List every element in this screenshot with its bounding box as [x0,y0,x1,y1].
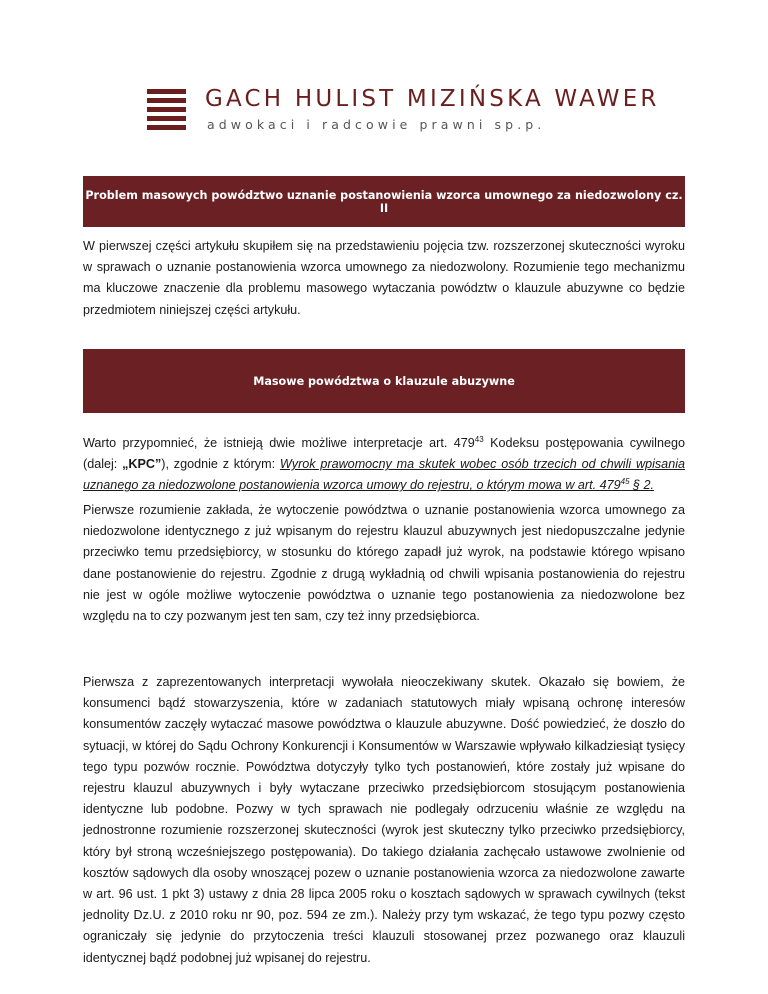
body-paragraph: Pierwsze rozumienie zakłada, że wytoczenie powództwa o uznanie postanowienia wzorca umownego za niedozwolone identycznego z już wpisanym do rejestru klauzul abuzywnych jest niedopuszczalne jedynie przeciwko temu przedsiębiorcy, w stosunku do którego zapadł już wyrok, na podstawie którego wpisano dane postanowienie do rejestru. Zgodnie z drugą wykładnią od chwili wpisania postanowienia do rejestru nie jest w ogóle możliwe wytoczenie powództwa o uznanie tego postanowienia za niedozwolone bez względu na to czy pozwanym jest ten sam, czy też inny przedsiębiorca. [83,503,685,624]
quote-text: § 2. [629,478,655,493]
section-title-banner [83,349,685,413]
body-paragraph: Pierwsza z zaprezentowanych interpretacji wywołała nieoczekiwany skutek. Okazało się bowiem, że konsumenci bądź stowarzyszenia, które w zadaniach statutowych miały wpisaną ochronę interesów konsumentów zaczęły wytaczać masowe powództwa o klauzule abuzywne. Dość powiedzieć, że doszło do sytuacji, w której do Sądu Ochrony Konkurencji i Konsumentów w Warszawie wpływało kilkadziesiąt tysięcy tego typu pozwów rocznie. Powództwa dotyczyły tylko tych postanowień, które zostały już wpisane do rejestru klauzul abuzywnych i były wytaczane przeciwko przedsiębiorcom stosującym postanowienia identyczne lub podobne. Pozwy w tych sprawach nie podlegały odrzuceniu właśnie ze względu na jednostronne rozumienie rozszerzonej skuteczności (wyrok jest skuteczny tylko przeciwko przedsiębiorcy, który był stroną wcześniejszego postępowania). Do takiego działania zachęcało ustawowe zwolnienie od kosztów sądowych dla osoby wnoszącej pozew o uznanie postanowienia wzorca za niedozwolone zawarte w art. 96 ust. 1 pkt 3) ustawy z dnia 28 lipca 2005 roku o kosztach sądowych w sprawach cywilnych (tekst jednolity Dz.U. z 2010 roku nr 90, poz. 594 ze zm.). Należy przy tym wskazać, że tego typu pozwy często ograniczały się jedynie do przytoczenia treści klauzuli stosowanej przez pozwanego oraz klauzuli identycznej bądź podobnej już wpisanej do rejestru. [83,675,685,965]
logo-bars-icon [147,89,186,134]
abbreviation: „KPC” [122,457,162,472]
text-run: ), zgodnie z którym: [161,457,280,472]
text-run: Kodeksu postępowania cywilnego (dalej: [83,436,686,472]
intro-paragraph: W pierwszej części artykułu skupiłem się na przedstawieniu pojęcia tzw. rozszerzonej skuteczności wyroku w sprawach o uznanie postanowienia wzorca umownego za niedozwolony. Rozumienie tego mechanizmu ma kluczowe znaczenie dla problemu masowego wytaczania powództw o klauzule abuzywne co będzie przedmiotem niniejszej części artykułu. [83,239,685,317]
section-title: Masowe powództwa o klauzule abuzywne [253,374,515,388]
firm-name: GACH HULIST MIZIŃSKA WAWER [205,86,660,112]
body-paragraph [83,433,685,497]
superscript: 45 [620,477,630,487]
quote-text: Wyrok prawomocny ma skutek wobec osób trzecich od chwili wpisania uznanego za niedozwolone postanowienia wzorca umowy do rejestru, o którym mowa w art. 479 [83,457,685,493]
firm-subtitle: adwokaci i radcowie prawni sp.p. [207,117,546,132]
superscript: 43 [474,434,484,444]
section-title: Problem masowych powództwo uznanie postanowienia wzorca umownego za niedozwolony cz. II [85,188,683,215]
text-run: Warto przypomnieć, że istnieją dwie możliwe interpretacje art. 479 [83,436,475,450]
section-title-banner [83,176,685,227]
